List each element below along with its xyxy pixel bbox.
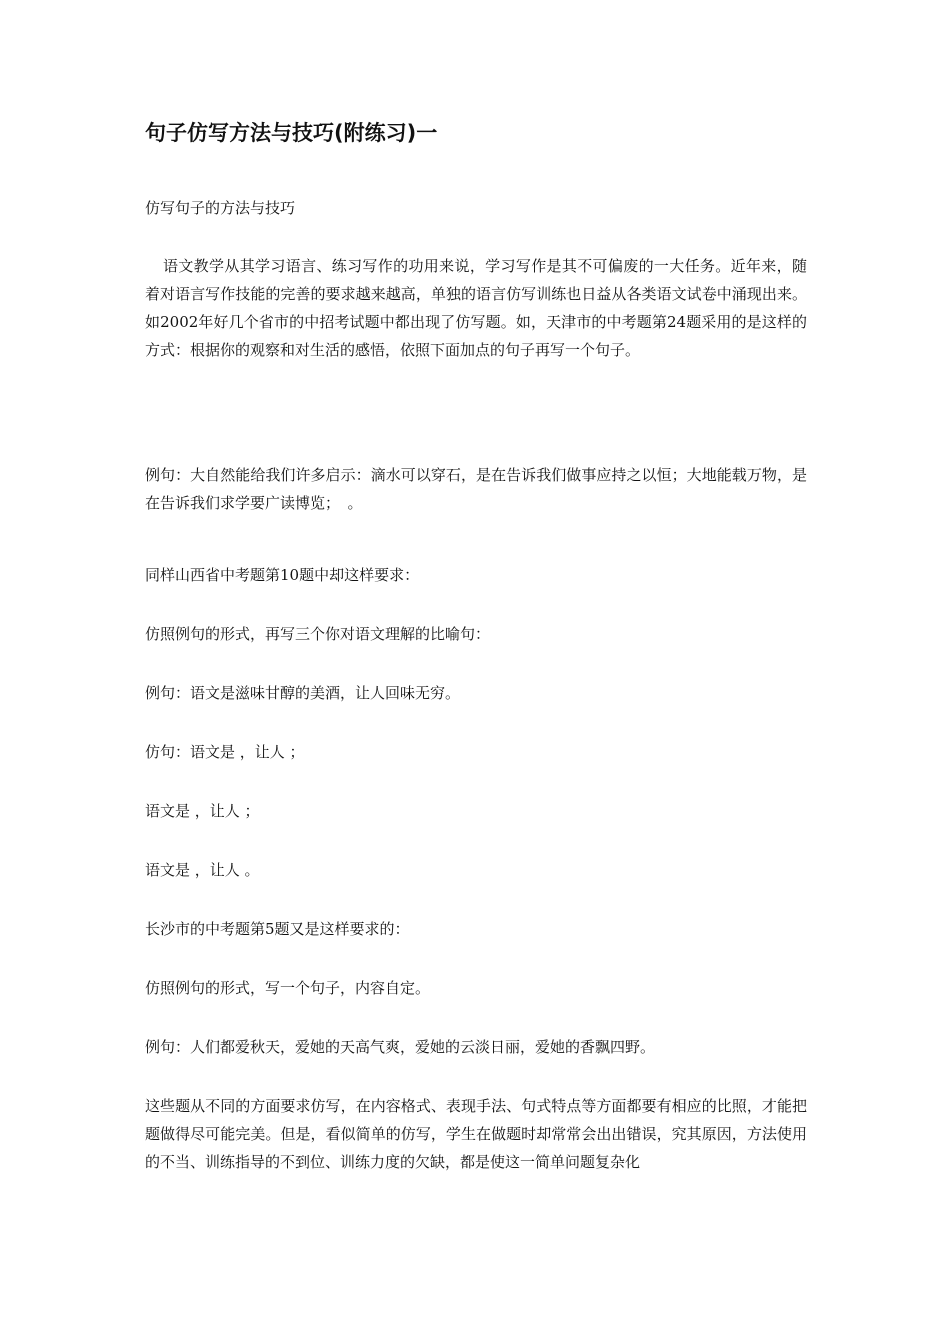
paragraph-imitation-1: 仿句：语文是 ，让人 ； [145,743,305,761]
paragraph-instruction-1: 仿照例句的形式，再写三个你对语文理解的比喻句： [145,625,491,643]
paragraph-imitation-2: 语文是 ，让人 ； [145,802,260,820]
paragraph-analysis: 这些题从不同的方面要求仿写，在内容格式、表现手法、句式特点等方面都要有相应的比照，才能把题做得尽可能完美。但是，看似简单的仿写，学生在做题时却常常会出出错误，究其原因，方法使用的不当、训练指导的不到位、训练力度的欠缺，都是使这一简单问题复杂化 [145,1097,807,1171]
paragraph-changsha: 长沙市的中考题第5题又是这样要求的： [145,920,410,938]
paragraph-intro: 语文教学从其学习语言、练习写作的功用来说，学习写作是其不可偏废的一大任务。近年来，随着对语言写作技能的完善的要求越来越高，单独的语言仿写训练也日益从各类语文试卷中涌现出来。如2002年好几个省市的中招考试题中都出现了仿写题。如，天津市的中考题第24题采用的是这样的方式：根据你的观察和对生活的感悟，依照下面加点的句子再写一个句子。 [145,257,807,359]
paragraph-example-3: 例句：人们都爱秋天，爱她的天高气爽，爱她的云淡日丽，爱她的香飘四野。 [145,1038,656,1056]
paragraph-imitation-3: 语文是 ，让人 。 [145,861,260,879]
paragraph-instruction-2: 仿照例句的形式，写一个句子，内容自定。 [145,979,431,997]
paragraph-example-1: 例句：大自然能给我们许多启示：滴水可以穿石，是在告诉我们做事应持之以恒；大地能载万物，是在告诉我们求学要广读博览； 。 [145,466,807,512]
document-title: 句子仿写方法与技巧(附练习)一 [145,121,438,145]
paragraph-shanxi: 同样山西省中考题第10题中却这样要求： [145,566,420,584]
document-subtitle: 仿写句子的方法与技巧 [145,199,296,217]
paragraph-example-2: 例句：语文是滋味甘醇的美酒，让人回味无穷。 [145,684,461,702]
